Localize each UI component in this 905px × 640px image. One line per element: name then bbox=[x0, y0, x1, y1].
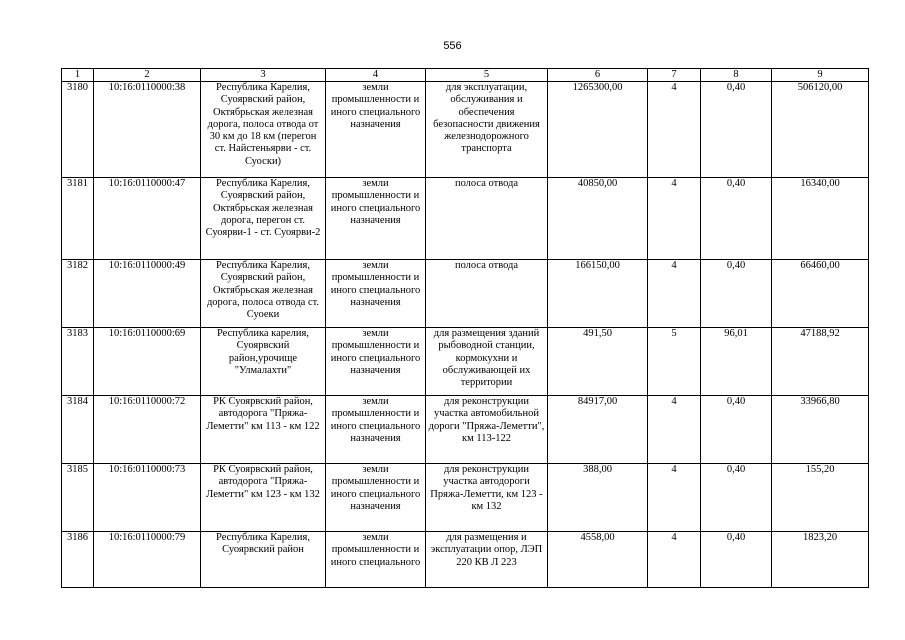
row-number: 3186 bbox=[62, 532, 94, 588]
header-cell: 1 bbox=[62, 69, 94, 82]
header-cell: 9 bbox=[772, 69, 869, 82]
header-cell: 3 bbox=[201, 69, 326, 82]
table-row bbox=[62, 396, 869, 464]
table-row bbox=[62, 82, 869, 178]
location: РК Суоярвский район, автодорога "Пряжа-Леметти" км 123 - км 132 bbox=[201, 464, 326, 532]
land-category: земли промышленности и иного специального назначения bbox=[326, 178, 426, 260]
row-number: 3181 bbox=[62, 178, 94, 260]
rate: 0,40 bbox=[701, 82, 772, 178]
row-number: 3180 bbox=[62, 82, 94, 178]
column-7-value: 4 bbox=[648, 464, 701, 532]
area: 40850,00 bbox=[548, 178, 648, 260]
total: 47188,92 bbox=[772, 328, 869, 396]
total: 33966,80 bbox=[772, 396, 869, 464]
permitted-use: для эксплуатации, обслуживания и обеспечения безопасности движения железнодорожного транспорта bbox=[426, 82, 548, 178]
location: Республика Карелия, Суоярвский район bbox=[201, 532, 326, 588]
location: Республика Карелия, Суоярвский район, Октябрьская железная дорога, перегон ст. Суоярви-1 - ст. Суоярви-2 bbox=[201, 178, 326, 260]
page-number: 556 bbox=[443, 40, 462, 52]
rate: 0,40 bbox=[701, 260, 772, 328]
permitted-use: для реконструкции участка автодороги Пряжа-Леметти, км 123 - км 132 bbox=[426, 464, 548, 532]
total: 506120,00 bbox=[772, 82, 869, 178]
rate: 0,40 bbox=[701, 396, 772, 464]
land-plots-table bbox=[61, 68, 869, 588]
table-row bbox=[62, 328, 869, 396]
table-row bbox=[62, 532, 869, 588]
permitted-use: полоса отвода bbox=[426, 260, 548, 328]
area: 4558,00 bbox=[548, 532, 648, 588]
land-category: земли промышленности и иного специального назначения bbox=[326, 328, 426, 396]
column-7-value: 4 bbox=[648, 82, 701, 178]
location: Республика карелия, Суоярвский район,урочище "Улмалахти" bbox=[201, 328, 326, 396]
area: 491,50 bbox=[548, 328, 648, 396]
header-row bbox=[62, 69, 869, 82]
table-row bbox=[62, 260, 869, 328]
cadastral-number: 10:16:0110000:49 bbox=[94, 260, 201, 328]
row-number: 3185 bbox=[62, 464, 94, 532]
rate: 0,40 bbox=[701, 178, 772, 260]
header-cell: 8 bbox=[701, 69, 772, 82]
land-category: земли промышленности и иного специального bbox=[326, 532, 426, 588]
cadastral-number: 10:16:0110000:69 bbox=[94, 328, 201, 396]
table-row bbox=[62, 178, 869, 260]
header-cell: 7 bbox=[648, 69, 701, 82]
land-category: земли промышленности и иного специального назначения bbox=[326, 260, 426, 328]
rate: 0,40 bbox=[701, 464, 772, 532]
row-number: 3184 bbox=[62, 396, 94, 464]
total: 66460,00 bbox=[772, 260, 869, 328]
column-7-value: 5 bbox=[648, 328, 701, 396]
header-cell: 2 bbox=[94, 69, 201, 82]
column-7-value: 4 bbox=[648, 178, 701, 260]
column-7-value: 4 bbox=[648, 532, 701, 588]
area: 166150,00 bbox=[548, 260, 648, 328]
area: 388,00 bbox=[548, 464, 648, 532]
header-cell: 6 bbox=[548, 69, 648, 82]
column-7-value: 4 bbox=[648, 260, 701, 328]
row-number: 3182 bbox=[62, 260, 94, 328]
cadastral-number: 10:16:0110000:47 bbox=[94, 178, 201, 260]
row-number: 3183 bbox=[62, 328, 94, 396]
area: 84917,00 bbox=[548, 396, 648, 464]
cadastral-number: 10:16:0110000:38 bbox=[94, 82, 201, 178]
location: Республика Карелия, Суоярвский район, Октябрьская железная дорога, полоса отвода ст. Суоеки bbox=[201, 260, 326, 328]
permitted-use: для размещения зданий рыбоводной станции, кормокухни и обслуживающей их территории bbox=[426, 328, 548, 396]
column-7-value: 4 bbox=[648, 396, 701, 464]
cadastral-number: 10:16:0110000:79 bbox=[94, 532, 201, 588]
table-row bbox=[62, 464, 869, 532]
permitted-use: для реконструкции участка автомобильной дороги "Пряжа-Леметти", км 113-122 bbox=[426, 396, 548, 464]
land-category: земли промышленности и иного специального назначения bbox=[326, 82, 426, 178]
header-cell: 5 bbox=[426, 69, 548, 82]
location: РК Суоярвский район, автодорога "Пряжа-Леметти" км 113 - км 122 bbox=[201, 396, 326, 464]
land-category: земли промышленности и иного специального назначения bbox=[326, 464, 426, 532]
rate: 96,01 bbox=[701, 328, 772, 396]
total: 1823,20 bbox=[772, 532, 869, 588]
rate: 0,40 bbox=[701, 532, 772, 588]
land-category: земли промышленности и иного специального назначения bbox=[326, 396, 426, 464]
total: 16340,00 bbox=[772, 178, 869, 260]
cadastral-number: 10:16:0110000:72 bbox=[94, 396, 201, 464]
location: Республика Карелия, Суоярвский район, Октябрьская железная дорога, полоса отвода от 30 км до 18 км (перегон ст. Найстеньярви - ст. Суоски) bbox=[201, 82, 326, 178]
total: 155,20 bbox=[772, 464, 869, 532]
header-cell: 4 bbox=[326, 69, 426, 82]
permitted-use: для размещения и эксплуатации опор, ЛЭП 220 КВ Л 223 bbox=[426, 532, 548, 588]
cadastral-number: 10:16:0110000:73 bbox=[94, 464, 201, 532]
area: 1265300,00 bbox=[548, 82, 648, 178]
permitted-use: полоса отвода bbox=[426, 178, 548, 260]
